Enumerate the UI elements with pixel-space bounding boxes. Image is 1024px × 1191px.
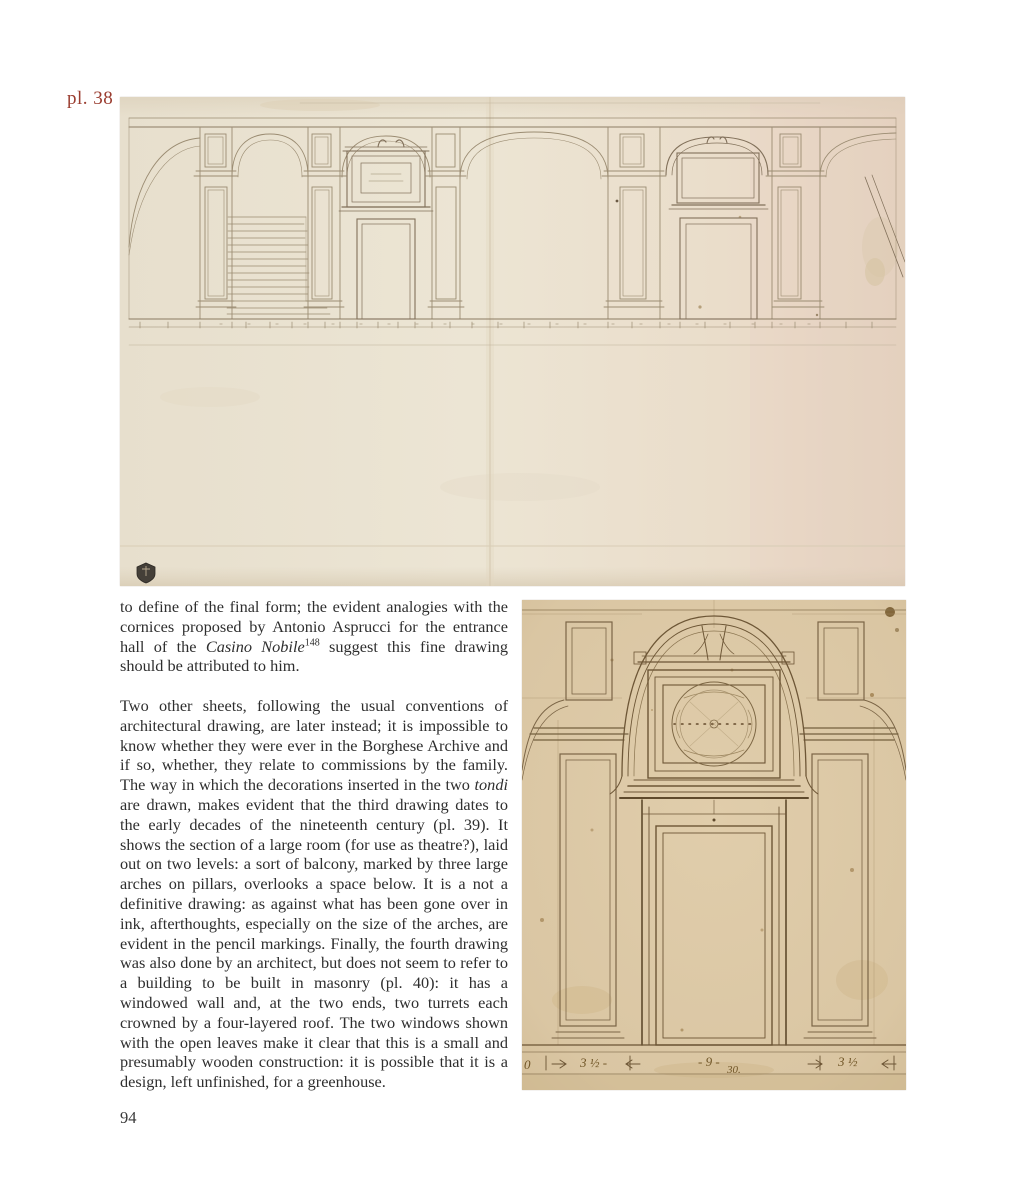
right-drawing-svg	[522, 600, 906, 1090]
body-text	[120, 597, 508, 1092]
casino-nobile-italic: Casino Nobile	[205, 636, 305, 656]
top-figure	[120, 97, 905, 586]
tondi-italic: tondi	[474, 775, 508, 795]
dimension-label-zero: 0	[524, 1057, 531, 1072]
dimension-label-left: 3 ½ -	[580, 1055, 608, 1070]
right-figure	[522, 600, 906, 1090]
paragraph-1: to define of the final form; the evident analogies with the cornices proposed by Antonio Asprucci for the entrance hall of the Casino Nobile$^{148}$ suggest this fine drawing should be attributed to him.	[120, 597, 508, 676]
dimension-label-right: 3 ½	[838, 1054, 858, 1069]
plate-label: pl. 38	[67, 88, 114, 109]
page-number: 94	[120, 1108, 137, 1127]
paragraph-2: Two other sheets, following the usual conventions of architectural drawing, are later instead; it is impossible to know whether they were ever in the Borghese Archive and if so, whether, they relate to commissions by the family. The way in which the decorations inserted in the two tondi are drawn, makes evident that the third drawing dates to the early decades of the nineteenth century (pl. 39). It shows the section of a large room (for use as theatre?), laid out on two levels: a sort of balcony, marked by three large arches on pillars, overlooks a space below. It is a not a definitive drawing: as against what has been gone over in ink, afterthoughts, especially on the size of the arches, are evident in the pencil markings. Finally, the fourth drawing was also done by an architect, but does not seem to refer to a building to be built in masonry (pl. 40): it has a windowed wall and, at the two ends, two turrets each crowned by a four-layered roof. The two windows shown with the open leaves make it clear that this is a small and presumably wooden construction: it is possible that it is a design, left unfinished, for a greenhouse.	[120, 695, 508, 1092]
right-parchment	[522, 600, 906, 1090]
footnote-ref-148: 148	[304, 637, 320, 649]
dimension-label-center-below: 30.	[727, 1064, 741, 1076]
top-drawing-svg	[120, 97, 905, 586]
dimension-label-center: - 9 -	[698, 1054, 720, 1069]
